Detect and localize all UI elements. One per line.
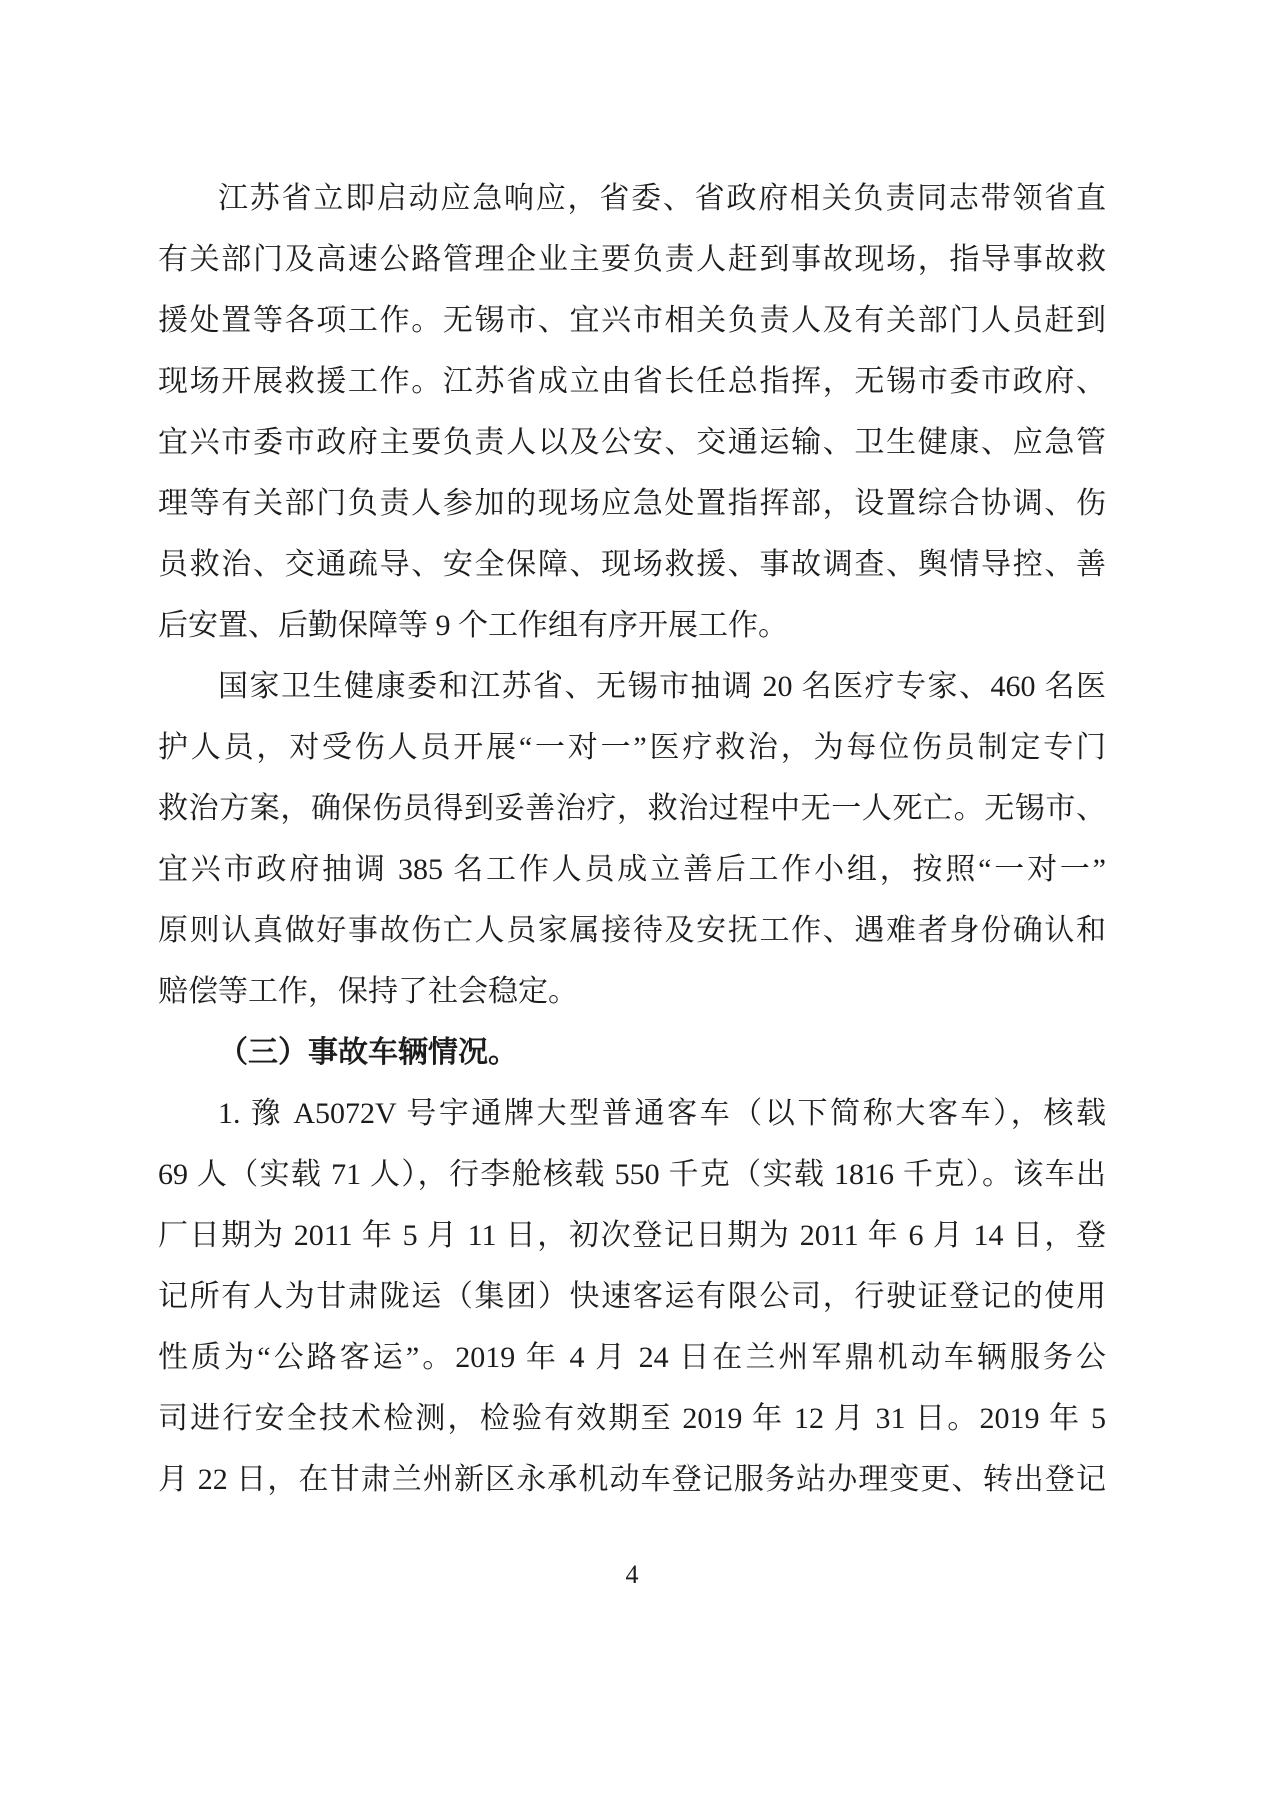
text-line: 救治方案，确保伤员得到妥善治疗，救治过程中无一人死亡。无锡市、 <box>158 792 1106 825</box>
heading-line: （三）事故车辆情况。 <box>218 1036 518 1069</box>
paragraph <box>158 656 1106 1022</box>
text-line: 宜兴市委市政府主要负责人以及公安、交通运输、卫生健康、应急管 <box>158 426 1106 459</box>
text-line: 记所有人为甘肃陇运（集团）快速客运有限公司，行驶证登记的使用 <box>158 1280 1106 1313</box>
page-number: 4 <box>625 1560 639 1589</box>
text-line: 江苏省立即启动应急响应，省委、省政府相关负责同志带领省直 <box>218 182 1106 215</box>
paragraph <box>158 168 1106 656</box>
text-line: 月 22 日，在甘肃兰州新区永承机动车登记服务站办理变更、转出登记 <box>158 1463 1106 1496</box>
text-line: 司进行安全技术检测，检验有效期至 2019 年 12 月 31 日。2019 年 5 <box>158 1402 1106 1435</box>
text-line: 理等有关部门负责人参加的现场应急处置指挥部，设置综合协调、伤 <box>158 487 1106 520</box>
text-line: 1. 豫 A5072V 号宇通牌大型普通客车（以下简称大客车），核载 <box>218 1097 1106 1130</box>
text-line: 性质为“公路客运”。2019 年 4 月 24 日在兰州军鼎机动车辆服务公 <box>158 1341 1106 1374</box>
text-line: 员救治、交通疏导、安全保障、现场救援、事故调查、舆情导控、善 <box>158 548 1106 581</box>
section-heading <box>158 1022 1106 1083</box>
text-line: 后安置、后勤保障等 9 个工作组有序开展工作。 <box>158 609 788 642</box>
text-line: 护人员，对受伤人员开展“一对一”医疗救治，为每位伤员制定专门 <box>158 731 1106 764</box>
text-line: 援处置等各项工作。无锡市、宜兴市相关负责人及有关部门人员赶到 <box>158 304 1106 337</box>
paragraph <box>158 1083 1106 1510</box>
text-line: 宜兴市政府抽调 385 名工作人员成立善后工作小组，按照“一对一” <box>158 853 1106 886</box>
text-line: 69 人（实载 71 人），行李舱核载 550 千克（实载 1816 千克）。该车出 <box>158 1158 1106 1191</box>
text-line: 原则认真做好事故伤亡人员家属接待及安抚工作、遇难者身份确认和 <box>158 914 1106 947</box>
document-body <box>158 168 1106 1510</box>
text-line: 厂日期为 2011 年 5 月 11 日，初次登记日期为 2011 年 6 月 14 日，登 <box>158 1219 1106 1252</box>
text-line: 现场开展救援工作。江苏省成立由省长任总指挥，无锡市委市政府、 <box>158 365 1106 398</box>
text-line: 赔偿等工作，保持了社会稳定。 <box>158 975 578 1008</box>
text-line: 有关部门及高速公路管理企业主要负责人赶到事故现场，指导事故救 <box>158 243 1106 276</box>
text-line: 国家卫生健康委和江苏省、无锡市抽调 20 名医疗专家、460 名医 <box>218 670 1106 703</box>
